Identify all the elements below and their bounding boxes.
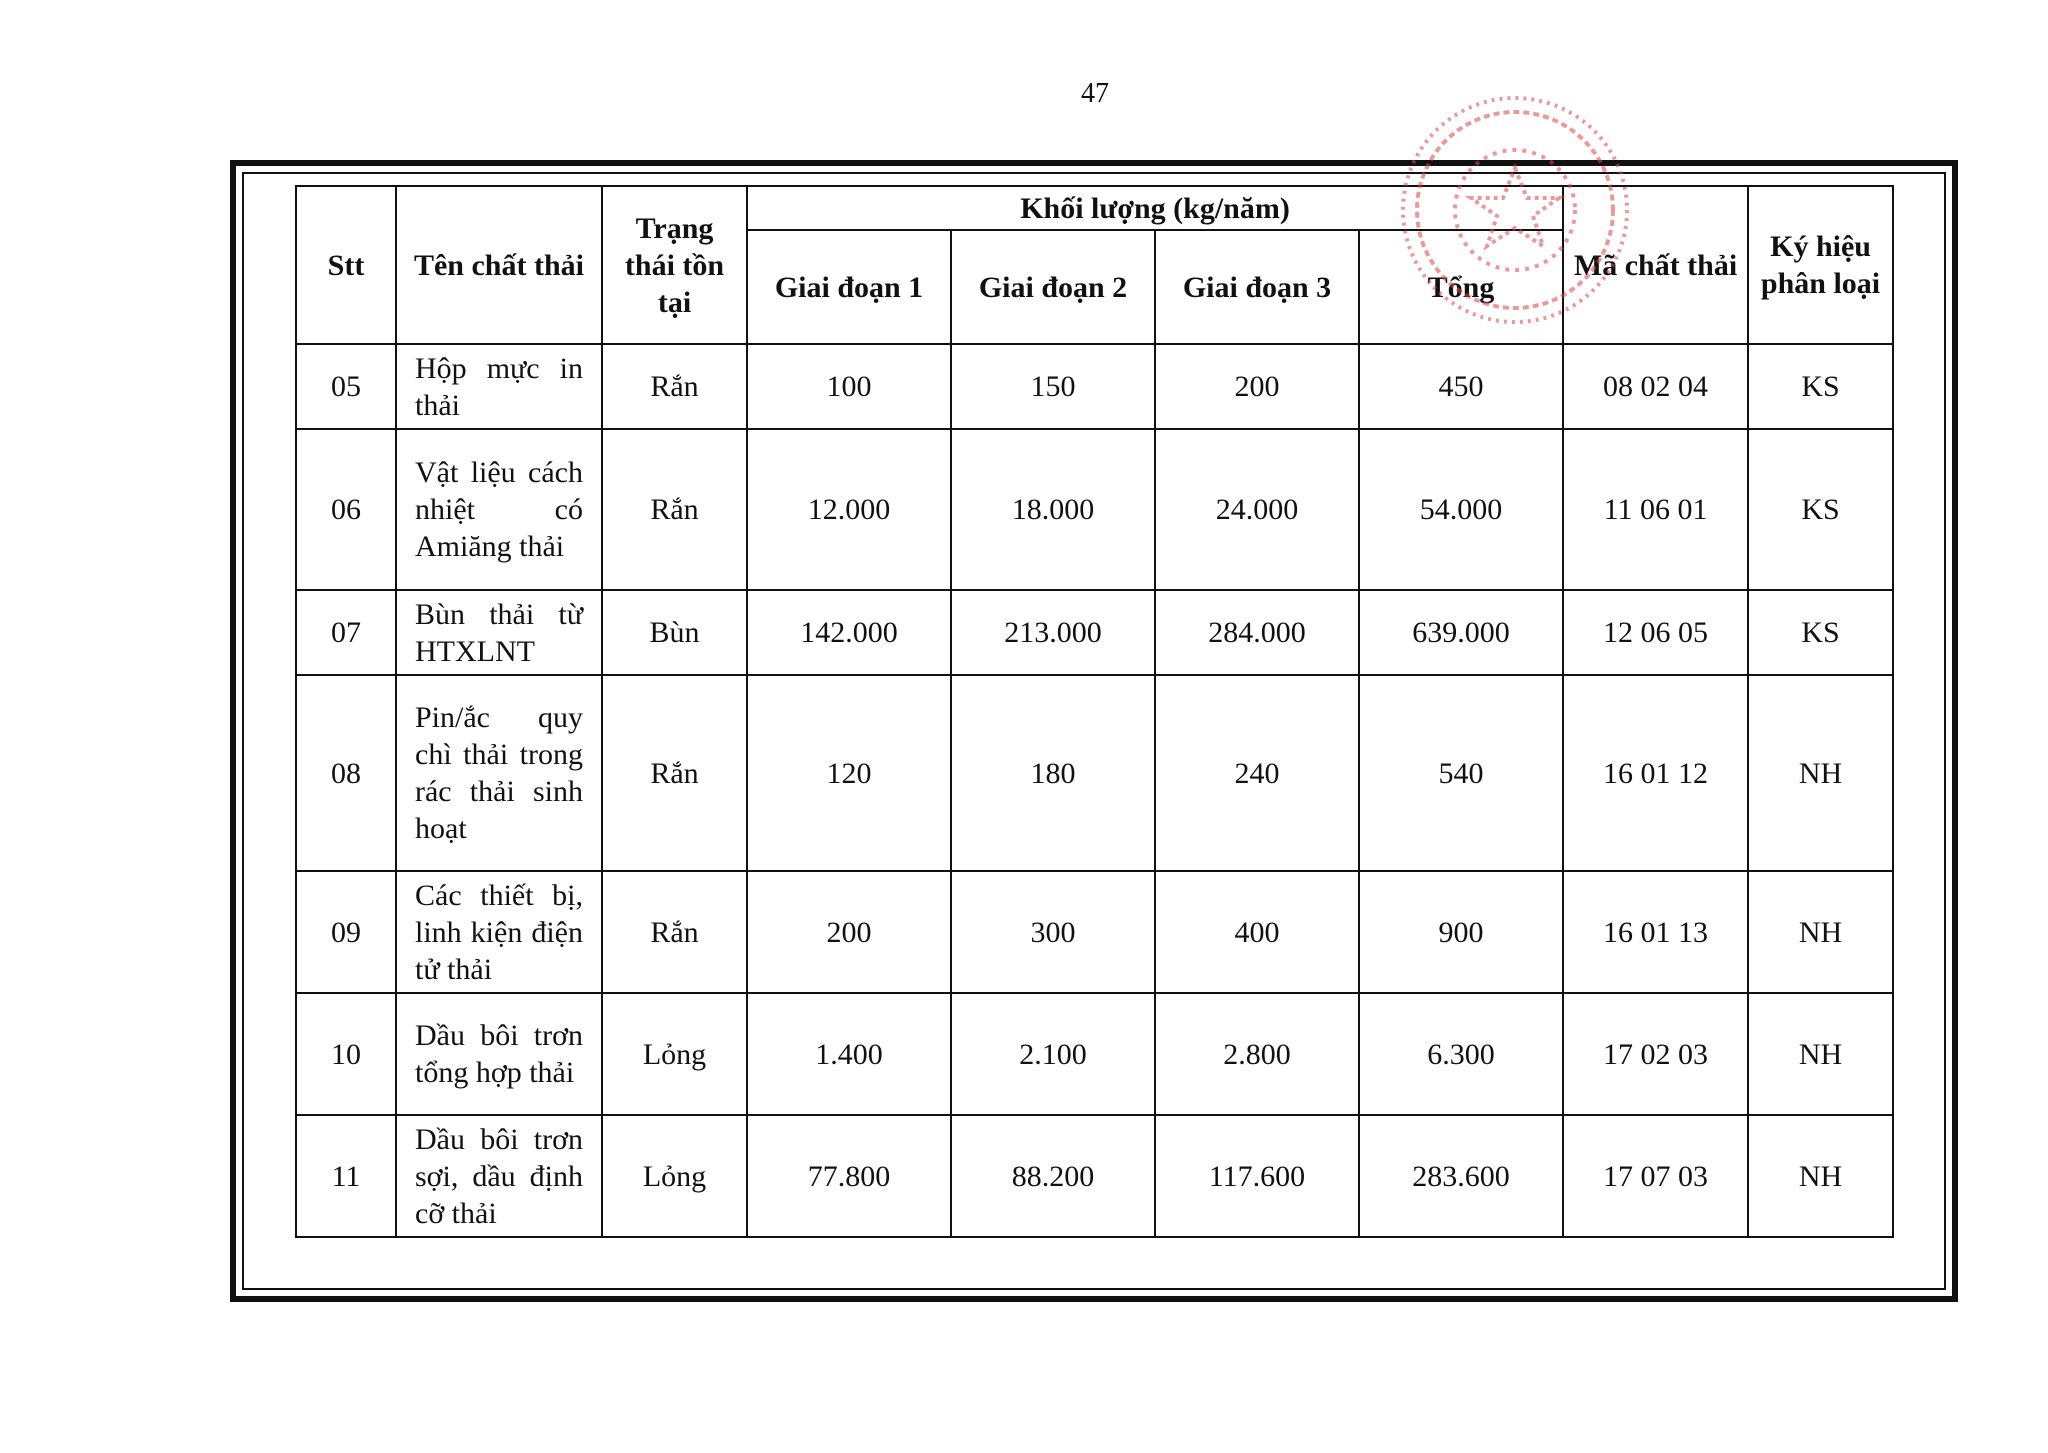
cell-class: KS (1748, 590, 1893, 675)
cell-stt: 06 (296, 429, 396, 590)
table-row (296, 993, 1893, 1115)
table-row (296, 344, 1893, 429)
cell-state: Rắn (602, 675, 747, 871)
cell-name: Dầu bôi trơn tổng hợp thải (396, 993, 602, 1115)
cell-code: 08 02 04 (1563, 344, 1748, 429)
header-class: Ký hiệu phân loại (1748, 186, 1893, 344)
table-row (296, 429, 1893, 590)
cell-name: Vật liệu cách nhiệt có Amiăng thải (396, 429, 602, 590)
table-row (296, 871, 1893, 993)
cell-phase3: 117.600 (1155, 1115, 1359, 1237)
cell-phase2: 2.100 (951, 993, 1155, 1115)
cell-class: NH (1748, 675, 1893, 871)
table-body (296, 344, 1893, 1237)
header-code: Mã chất thải (1563, 186, 1748, 344)
header-total: Tổng (1359, 230, 1563, 344)
table-header (296, 186, 1893, 344)
header-phase1: Giai đoạn 1 (747, 230, 951, 344)
header-state: Trạng thái tồn tại (602, 186, 747, 344)
cell-state: Lỏng (602, 993, 747, 1115)
red-seal-stamp (1395, 90, 1635, 330)
table-row (296, 1115, 1893, 1237)
cell-phase1: 200 (747, 871, 951, 993)
cell-total: 283.600 (1359, 1115, 1563, 1237)
cell-total: 639.000 (1359, 590, 1563, 675)
cell-phase2: 180 (951, 675, 1155, 871)
cell-name: Dầu bôi trơn sợi, dầu định cỡ thải (396, 1115, 602, 1237)
cell-name: Pin/ắc quy chì thải trong rác thải sinh hoạt (396, 675, 602, 871)
cell-stt: 09 (296, 871, 396, 993)
cell-phase3: 24.000 (1155, 429, 1359, 590)
cell-code: 17 07 03 (1563, 1115, 1748, 1237)
cell-class: NH (1748, 871, 1893, 993)
header-mass-group: Khối lượng (kg/năm) (747, 186, 1563, 230)
cell-code: 17 02 03 (1563, 993, 1748, 1115)
cell-total: 900 (1359, 871, 1563, 993)
cell-state: Rắn (602, 871, 747, 993)
cell-state: Rắn (602, 344, 747, 429)
cell-phase2: 300 (951, 871, 1155, 993)
cell-code: 12 06 05 (1563, 590, 1748, 675)
header-phase2: Giai đoạn 2 (951, 230, 1155, 344)
cell-class: KS (1748, 429, 1893, 590)
cell-class: KS (1748, 344, 1893, 429)
cell-name: Các thiết bị, linh kiện điện tử thải (396, 871, 602, 993)
cell-phase3: 2.800 (1155, 993, 1359, 1115)
header-stt: Stt (296, 186, 396, 344)
cell-phase3: 284.000 (1155, 590, 1359, 675)
cell-phase1: 100 (747, 344, 951, 429)
cell-total: 450 (1359, 344, 1563, 429)
cell-phase3: 200 (1155, 344, 1359, 429)
cell-phase1: 142.000 (747, 590, 951, 675)
cell-stt: 07 (296, 590, 396, 675)
cell-name: Hộp mực in thải (396, 344, 602, 429)
cell-code: 16 01 12 (1563, 675, 1748, 871)
cell-total: 54.000 (1359, 429, 1563, 590)
cell-state: Lỏng (602, 1115, 747, 1237)
cell-name: Bùn thải từ HTXLNT (396, 590, 602, 675)
cell-phase3: 240 (1155, 675, 1359, 871)
cell-stt: 08 (296, 675, 396, 871)
table-row (296, 675, 1893, 871)
cell-phase3: 400 (1155, 871, 1359, 993)
cell-class: NH (1748, 993, 1893, 1115)
cell-code: 16 01 13 (1563, 871, 1748, 993)
cell-phase2: 213.000 (951, 590, 1155, 675)
cell-phase1: 1.400 (747, 993, 951, 1115)
cell-state: Bùn (602, 590, 747, 675)
cell-state: Rắn (602, 429, 747, 590)
cell-total: 6.300 (1359, 993, 1563, 1115)
cell-phase2: 150 (951, 344, 1155, 429)
cell-phase2: 18.000 (951, 429, 1155, 590)
cell-class: NH (1748, 1115, 1893, 1237)
cell-stt: 11 (296, 1115, 396, 1237)
cell-phase1: 77.800 (747, 1115, 951, 1237)
cell-stt: 10 (296, 993, 396, 1115)
cell-phase2: 88.200 (951, 1115, 1155, 1237)
page-number: 47 (1081, 78, 1109, 109)
cell-code: 11 06 01 (1563, 429, 1748, 590)
table-row (296, 590, 1893, 675)
cell-total: 540 (1359, 675, 1563, 871)
waste-table (295, 185, 1894, 1238)
header-phase3: Giai đoạn 3 (1155, 230, 1359, 344)
cell-phase1: 120 (747, 675, 951, 871)
cell-stt: 05 (296, 344, 396, 429)
header-name: Tên chất thải (396, 186, 602, 344)
cell-phase1: 12.000 (747, 429, 951, 590)
